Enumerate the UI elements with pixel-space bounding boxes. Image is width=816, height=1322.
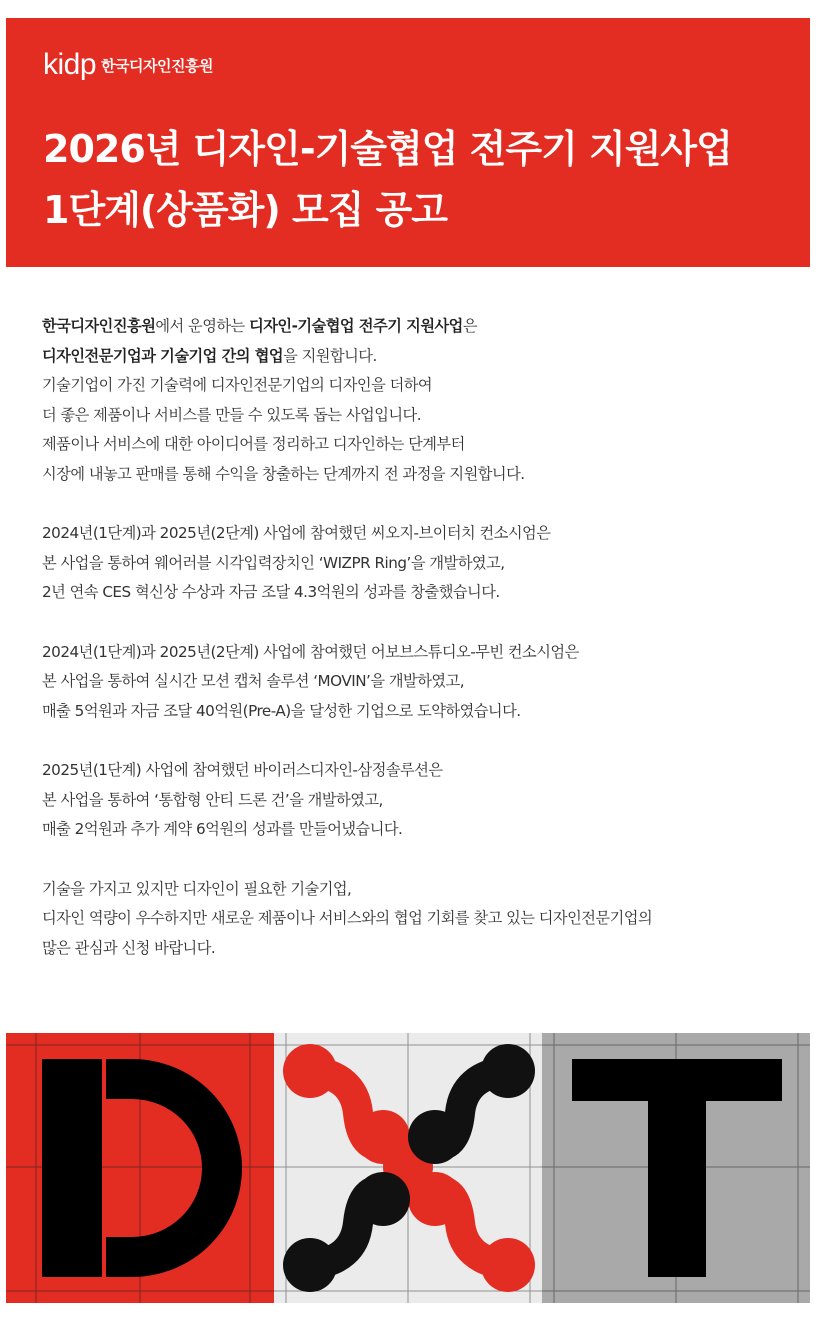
letter-t-panel xyxy=(542,1033,810,1303)
case-line: 매출 5억원과 자금 조달 40억원(Pre-A)을 달성한 기업으로 도약하였습니다. xyxy=(42,701,521,720)
intro-line: 기술기업이 가진 기술력에 디자인전문기업의 디자인을 더하여 xyxy=(42,376,433,394)
title-line-2: 1단계(상품화) 모집 공고 xyxy=(43,188,448,232)
case-line: 2024년(1단계)과 2025년(2단계) 사업에 참여했던 어보브스튜디오-무빈 컨소시엄은 xyxy=(42,642,579,661)
letter-d-graphic xyxy=(6,1033,274,1303)
case-line: 본 사업을 통하여 ‘통합형 안티 드론 건’을 개발하였고, xyxy=(42,790,383,809)
text-segment: 을 지원합니다. xyxy=(283,346,377,365)
kidp-logo[interactable] xyxy=(43,50,213,80)
collab-highlight: 디자인전문기업과 기술기업 간의 협업 xyxy=(42,346,284,365)
title-line-1: 2026년 디자인-기술협업 전주기 지원사업 xyxy=(43,127,732,171)
case-paragraph-wizpr xyxy=(42,519,782,608)
intro-line: 제품이나 서비스에 대한 아이디어를 정리하고 디자인하는 단계부터 xyxy=(42,435,465,453)
program-name: 디자인-기술협업 전주기 지원사업 xyxy=(249,317,463,335)
letter-x-graphic xyxy=(274,1033,542,1303)
case-paragraph-movin xyxy=(42,638,782,727)
org-name: 한국디자인진흥원 xyxy=(42,317,156,335)
case-line: 2년 연속 CES 혁신상 수상과 자금 조달 4.3억원의 성과를 창출했습니다. xyxy=(42,583,500,601)
logo-mark: kidp xyxy=(43,48,97,81)
intro-line: 더 좋은 제품이나 서비스를 만들 수 있도록 돕는 사업입니다. xyxy=(42,405,422,424)
intro-line: 시장에 내놓고 판매를 통해 수익을 창출하는 단계까지 전 과정을 지원합니다. xyxy=(42,464,525,483)
letter-d-panel xyxy=(6,1033,274,1303)
page-title xyxy=(43,119,732,241)
case-line: 매출 2억원과 추가 계약 6억원의 성과를 만들어냈습니다. xyxy=(42,820,403,838)
closing-line: 많은 관심과 신청 바랍니다. xyxy=(42,938,216,957)
intro-line xyxy=(42,342,782,372)
dxt-graphic-banner xyxy=(6,1033,810,1303)
case-line: 본 사업을 통하여 실시간 모션 캡처 솔루션 ‘MOVIN’을 개발하였고, xyxy=(42,672,465,690)
case-paragraph-antidrone xyxy=(42,756,782,845)
case-line: 2024년(1단계)과 2025년(2단계) 사업에 참여했던 씨오지-브이터치 컨소시엄은 xyxy=(42,524,551,542)
header-banner xyxy=(6,18,810,267)
logo-org-name: 한국디자인진흥원 xyxy=(101,56,213,75)
letter-t-graphic xyxy=(542,1033,810,1303)
closing-paragraph xyxy=(42,875,782,964)
closing-line: 디자인 역량이 우수하지만 새로운 제품이나 서비스와의 협업 기회를 찾고 있는 디자인전문기업의 xyxy=(42,909,653,927)
case-line: 2025년(1단계) 사업에 참여했던 바이러스디자인-삼정솔루션은 xyxy=(42,761,443,779)
intro-paragraph xyxy=(42,312,782,489)
text-segment: 은 xyxy=(462,317,478,335)
text-segment: 에서 운영하는 xyxy=(155,317,250,335)
case-line: 본 사업을 통하여 웨어러블 시각입력장치인 ‘WIZPR Ring’을 개발하였고, xyxy=(42,553,505,572)
intro-line xyxy=(42,312,782,342)
announcement-body xyxy=(42,312,782,993)
closing-line: 기술을 가지고 있지만 디자인이 필요한 기술기업, xyxy=(42,879,352,898)
letter-x-panel xyxy=(274,1033,542,1303)
